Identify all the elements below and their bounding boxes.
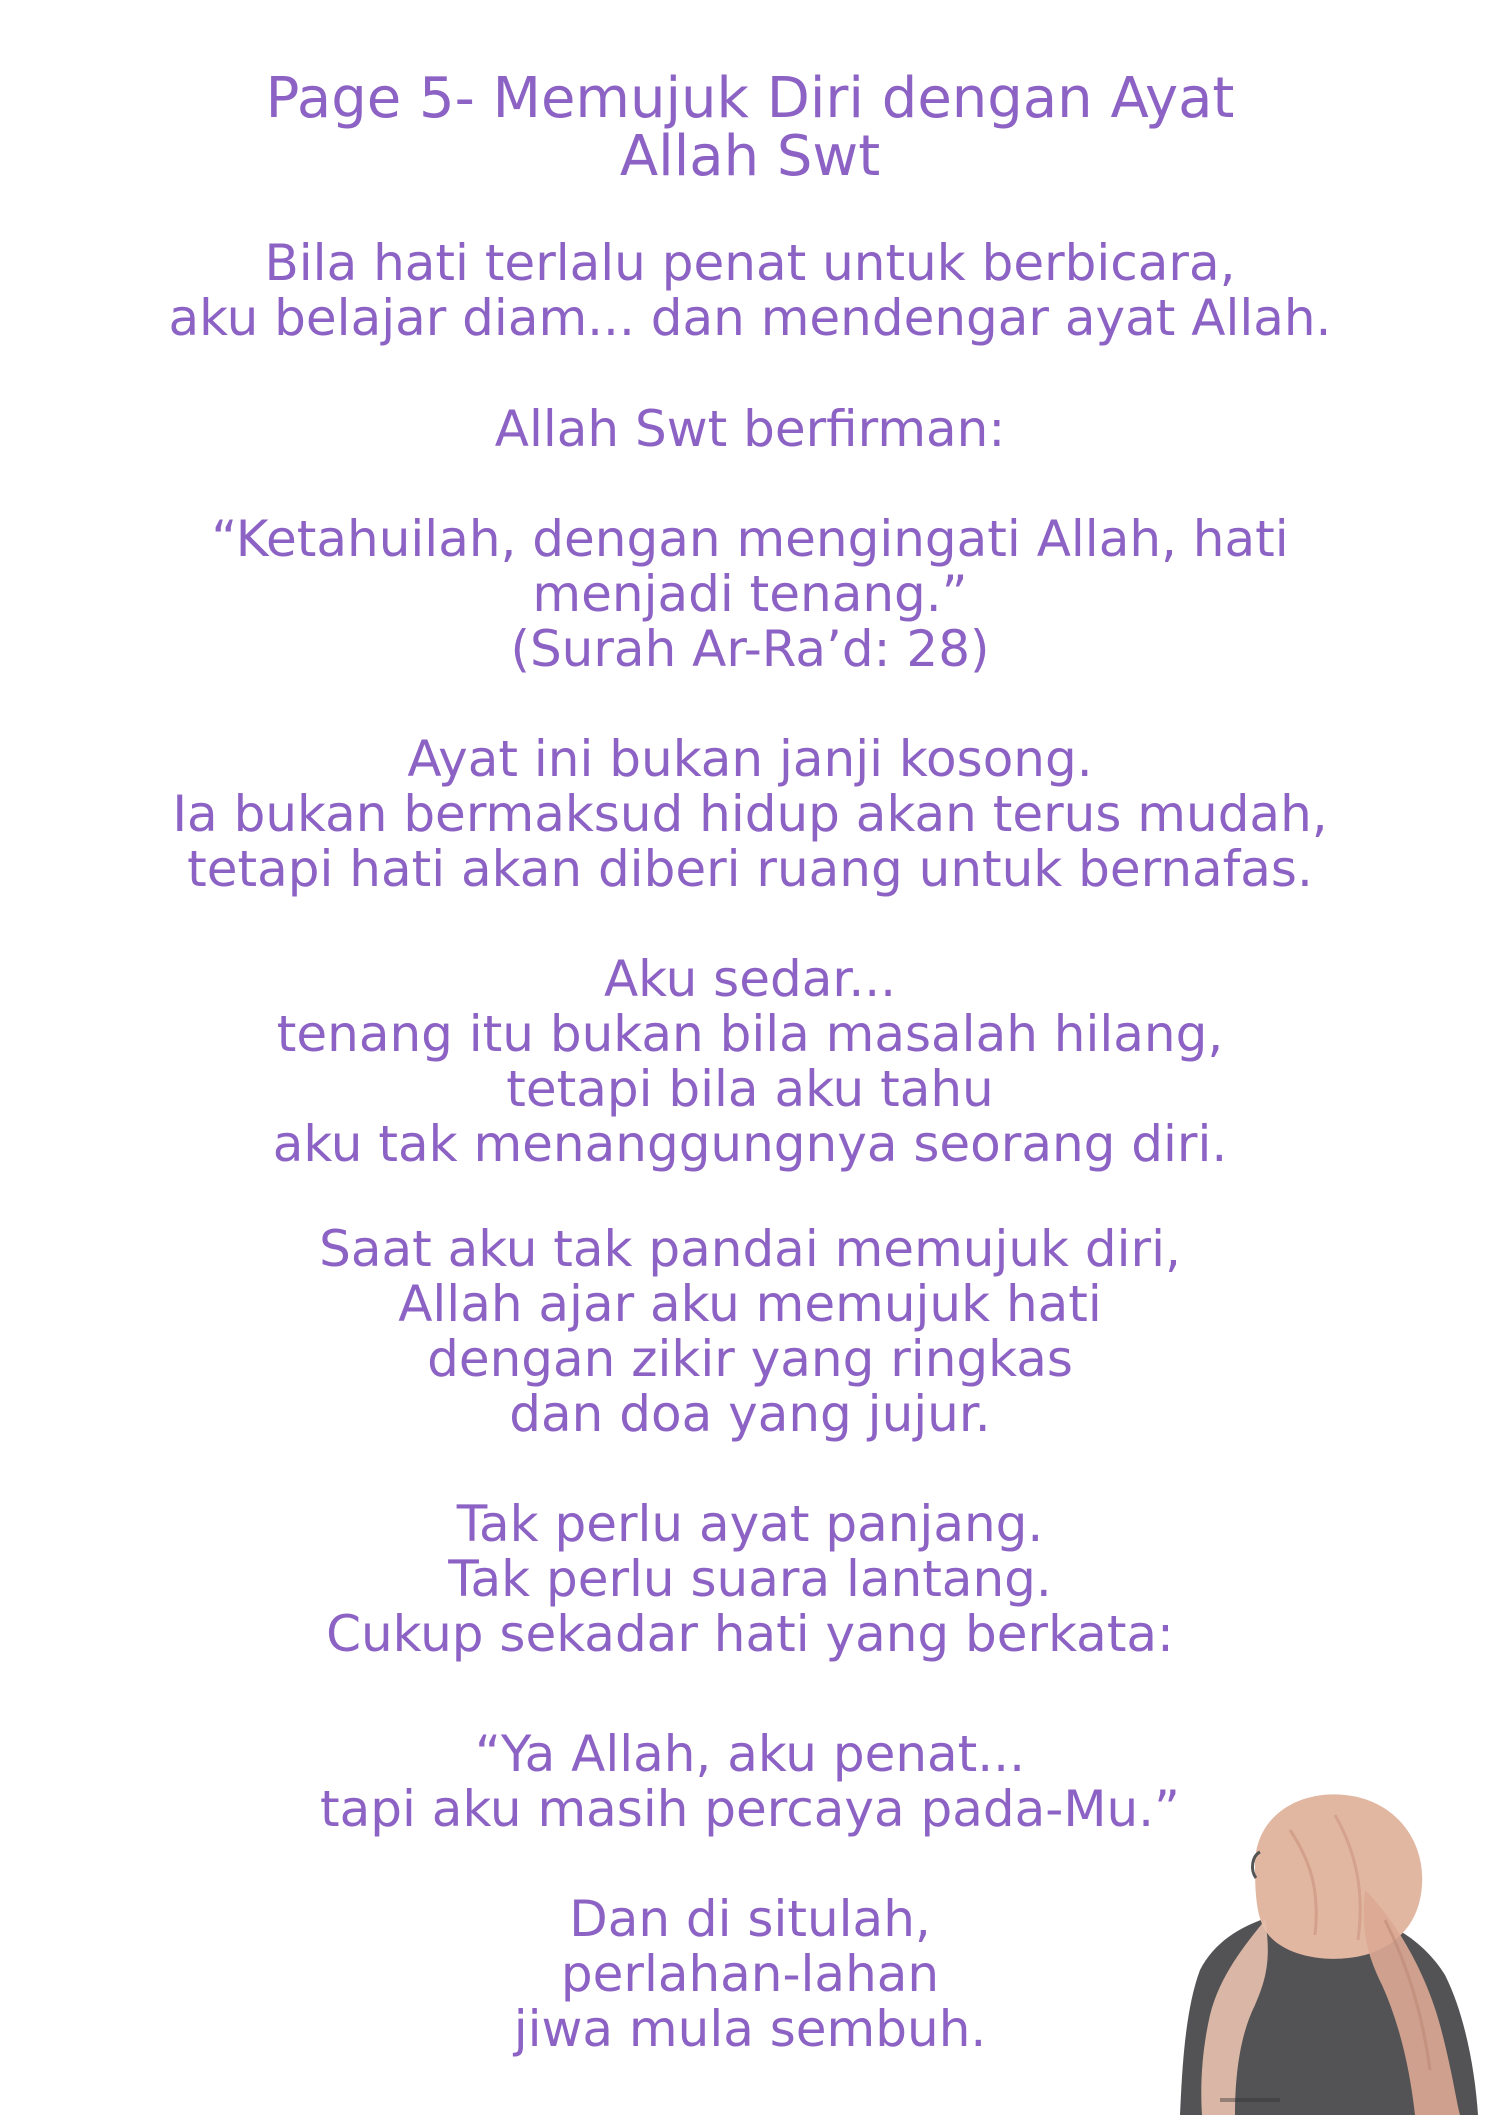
text-line: aku tak menanggungnya seorang diri.: [272, 1115, 1228, 1173]
title-line: Allah Swt: [619, 124, 881, 189]
text-line: Cukup sekadar hati yang berkata:: [326, 1605, 1174, 1663]
text-line: Tak perlu suara lantang.: [448, 1550, 1052, 1608]
text-line: Ayat ini bukan janji kosong.: [407, 730, 1093, 788]
text-line: “Ketahuilah, dengan mengingati Allah, hati: [211, 510, 1289, 568]
text-line: Aku sedar...: [603, 950, 897, 1008]
woman-in-hijab-illustration: [1160, 1770, 1490, 2115]
stanza-2: [0, 402, 1500, 457]
text-line: aku belajar diam... dan mendengar ayat Allah.: [168, 289, 1332, 347]
stanza-1: [0, 236, 1500, 346]
text-line: Dan di situlah,: [569, 1890, 931, 1948]
stanza-6: [0, 1222, 1500, 1442]
title-line: Page 5- Memujuk Diri dengan Ayat: [265, 66, 1235, 131]
text-line: tapi aku masih percaya pada-Mu.”: [320, 1780, 1180, 1838]
page-title: [0, 66, 1500, 189]
text-line: Saat aku tak pandai memujuk diri,: [319, 1220, 1181, 1278]
stanza-4: [0, 732, 1500, 897]
text-line: dan doa yang jujur.: [509, 1385, 991, 1443]
text-line: tenang itu bukan bila masalah hilang,: [276, 1005, 1224, 1063]
text-line: jiwa mula sembuh.: [513, 2000, 987, 2058]
stanza-7: [0, 1497, 1500, 1662]
text-line: Bila hati terlalu penat untuk berbicara,: [264, 234, 1236, 292]
stanza-5: [0, 952, 1500, 1172]
verse-reference: (Surah Ar-Ra’d: 28): [510, 620, 990, 678]
text-line: Allah Swt berfirman:: [494, 400, 1006, 458]
stanza-3-quote: [0, 512, 1500, 677]
text-line: Ia bukan bermaksud hidup akan terus mudah,: [172, 785, 1328, 843]
text-line: Tak perlu ayat panjang.: [456, 1495, 1044, 1553]
text-line: tetapi hati akan diberi ruang untuk bernafas.: [187, 840, 1313, 898]
text-line: Allah ajar aku memujuk hati: [398, 1275, 1102, 1333]
text-line: “Ya Allah, aku penat...: [475, 1725, 1025, 1783]
text-line: tetapi bila aku tahu: [506, 1060, 994, 1118]
text-line: dengan zikir yang ringkas: [427, 1330, 1073, 1388]
text-line: perlahan-lahan: [560, 1945, 940, 2003]
text-line: menjadi tenang.”: [532, 565, 968, 623]
